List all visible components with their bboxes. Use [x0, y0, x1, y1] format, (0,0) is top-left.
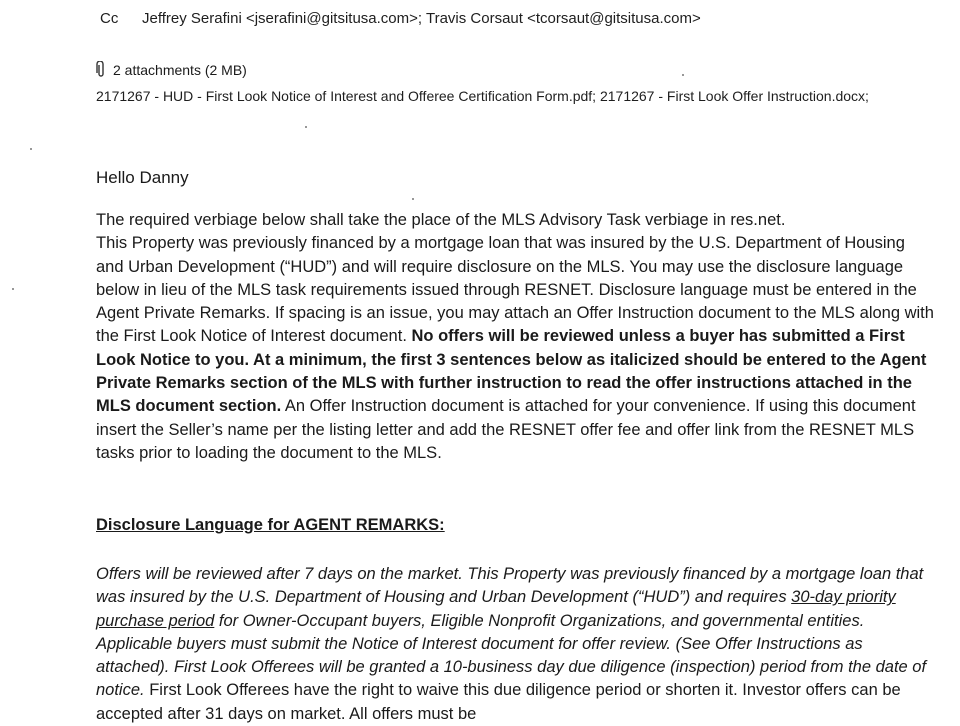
disclosure-heading: Disclosure Language for AGENT REMARKS: [96, 516, 445, 534]
paragraph-text-1: The required verbiage below shall take the place of the MLS Advisory Task verbiage in res.net. [96, 211, 786, 229]
attachments-summary: 2 attachments (2 MB) [113, 61, 247, 78]
disclosure-paragraph [96, 563, 936, 726]
disclosure-underlined: 30-day priority purchase period [96, 588, 896, 630]
instruction-paragraph [96, 209, 936, 465]
scan-speck [412, 198, 414, 200]
paragraph-bold-text: No offers will be reviewed unless a buyer has submitted a First Look Notice to you. At a minimum, the first 3 sentences below as italicized should be entered to the Agent Private Remarks section of the MLS with further instruction to read the offer instructions attached in the MLS document section. [96, 327, 927, 416]
scan-speck [305, 126, 307, 128]
attachments-summary-row[interactable] [95, 61, 247, 78]
scan-speck [12, 288, 14, 290]
cc-recipients: Jeffrey Serafini <jserafini@gitsitusa.com>; Travis Corsaut <tcorsaut@gitsitusa.com> [142, 10, 701, 27]
disclosure-italic-2: for Owner-Occupant buyers, Eligible Nonprofit Organizations, and governmental entities. Applicable buyers must submit the Notice of Interest document for offer review. (See Offer Instructions as attached). First Look Offerees will be granted a 10-business day due diligence (inspection) period from the date of notice. [96, 611, 927, 700]
disclosure-normal-1: First Look Offerees have the right to waive this due diligence period or shorten it. Investor offers can be accepted after 31 days on market. All offers must be [96, 681, 901, 723]
paragraph-text-2: This Property was previously financed by a mortgage loan that was insured by the U.S. Department of Housing and Urban Development (“HUD”) and will require disclosure on the MLS. You may use the disclosure language below in lieu of the MLS task requirements issued through RESNET. Disclosure language must be entered in the Agent Private Remarks. If spacing is an issue, you may attach an Offer Instruction document to the MLS along with the First Look Notice of Interest document. [96, 234, 934, 346]
scan-speck [30, 148, 32, 150]
paperclip-icon [95, 61, 107, 78]
paragraph-text-3: An Offer Instruction document is attached for your convenience. If using this document insert the Seller’s name per the listing letter and add the RESNET offer fee and offer link from the RESNET MLS tasks prior to loading the document to the MLS. [96, 397, 916, 462]
scan-speck [682, 74, 684, 76]
attachment-file-list[interactable]: 2171267 - HUD - First Look Notice of Interest and Offeree Certification Form.pdf; 2171267 - First Look Offer Instruction.docx; [96, 88, 869, 104]
disclosure-italic-1: Offers will be reviewed after 7 days on the market. This Property was previously financed by a mortgage loan that was insured by the U.S. Department of Housing and Urban Development (“HUD”) and requires [96, 565, 924, 607]
cc-label: Cc [100, 10, 119, 27]
greeting: Hello Danny [96, 168, 189, 187]
